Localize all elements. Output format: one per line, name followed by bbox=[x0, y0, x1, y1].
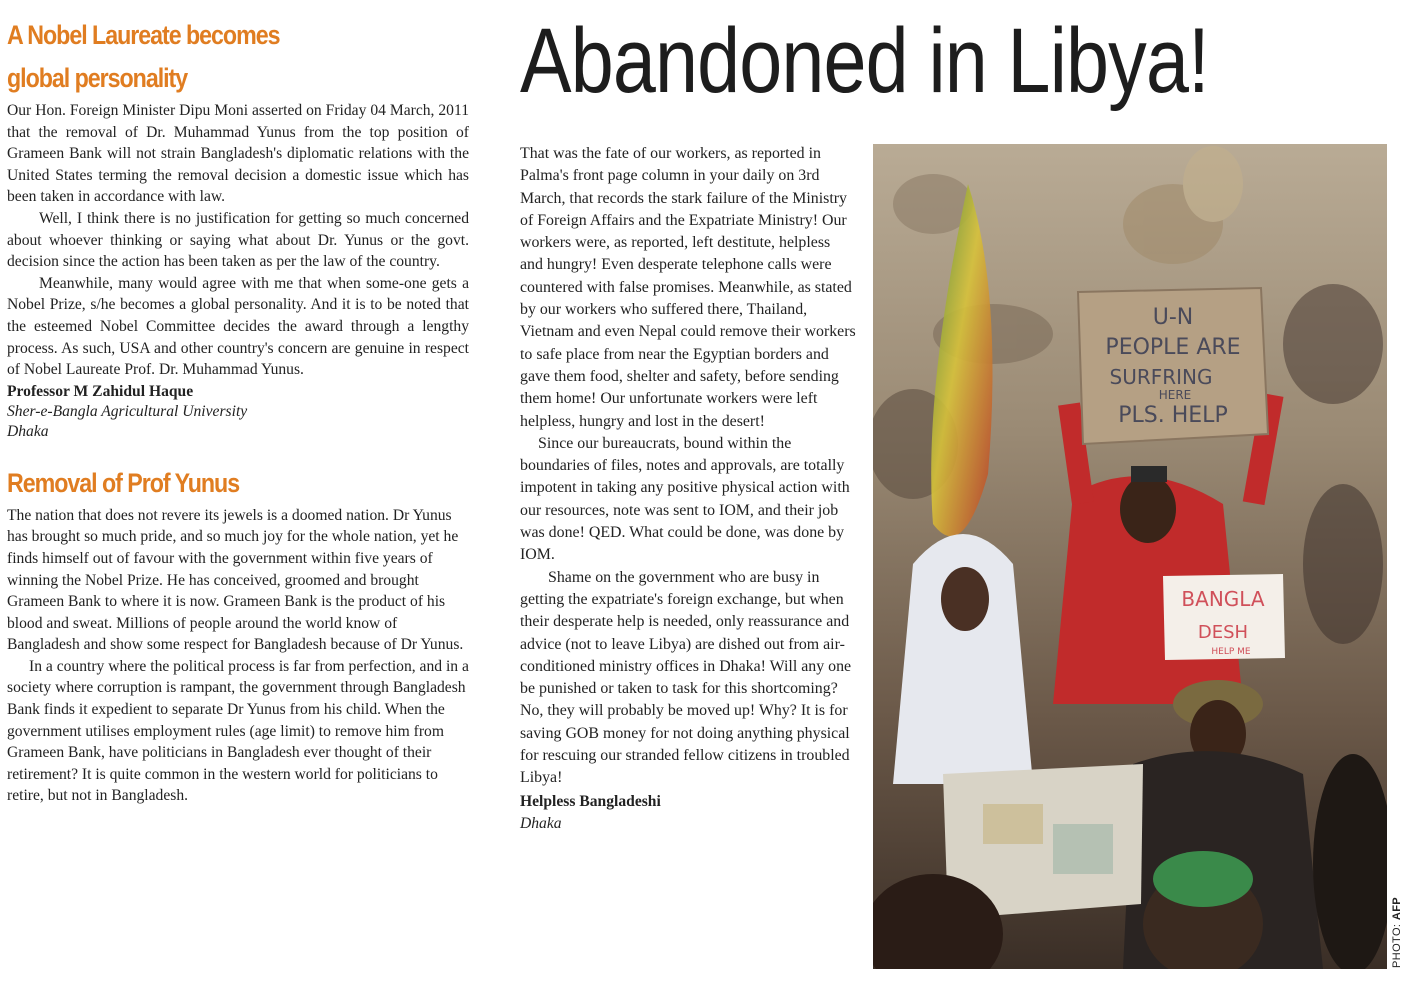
cardboard-sign bbox=[1078, 288, 1268, 444]
letter3-paragraph-3: Shame on the government who are busy in getting the expatriate's foreign exchange, but when their desperate help is needed, only reassurance and advice (not to leave Libya) are dished out from air-conditioned ministry offices in Dhaka! Will any one be punished or taken to task for this shortcoming? No, they will probably be moved up! Why? It is for saving GOB money for not doing anything physical for rescuing our stranded fellow citizens in troubled Libya! bbox=[520, 568, 852, 787]
sign2-line2: DESH bbox=[1197, 622, 1249, 643]
letter2-paragraph-1: The nation that does not revere its jewels is a doomed nation. Dr Yunus has brought so much pride, and so much joy for the whole nation, yet he finds himself out of favour with the government within five years of winning the Nobel Prize. He has conceived, groomed and brought Grameen Bank to where it is now. Grameen Bank is the product of his blood and sweat. Millions of people around the world know of Bangladesh and show some respect for Bangladesh because of Dr Yunus. bbox=[7, 506, 464, 654]
letter3-city: Dhaka bbox=[520, 814, 562, 832]
letter2-headline: Removal of Prof Yunus bbox=[7, 467, 240, 498]
letter1-paragraph-3: Meanwhile, many would agree with me that when some-one gets a Nobel Prize, s/he becomes a global personality. And it is to be noted that the esteemed Nobel Committee decides the award through a lengthy process. As such, USA and other country's concern are genuine in respect of Nobel Laureate Prof. Dr. Muhammad Yunus. bbox=[7, 274, 469, 379]
letter1-affiliation: Sher-e-Bangla Agricultural University bbox=[7, 402, 248, 420]
letter1-paragraph-1: Our Hon. Foreign Minister Dipu Moni asserted on Friday 04 March, 2011 that the removal of Dr. Muhammad Yunus from the top position of Grameen Bank will not strain Bangladesh's diplomatic relations with the United States terming the removal decision a domestic issue which has been taken in accordance with law. bbox=[7, 102, 469, 206]
sign2-line1: BANGLA bbox=[1181, 587, 1265, 611]
sign1-line1: U-N bbox=[1152, 305, 1194, 330]
photo-credit-source: AFP bbox=[1391, 896, 1403, 921]
middle-column bbox=[520, 143, 856, 835]
letter1-headline bbox=[7, 14, 404, 100]
letter3-paragraph-1: That was the fate of our workers, as reported in Palma's front page column in your daily on 3rd March, that records the stark failure of the Ministry of Foreign Affairs and the Expatriate Ministry! Our workers were, as reported, left destitute, helpless and hungry! Even desperate telephone calls were countered with false promises. Meanwhile, as stated by our workers who suffered there, Thailand, Vietnam and even Nepal could remove their workers to safe place from near the Egyptian borders and gave them food, shelter and safety, before sending them home! Our unfortunate workers were left helpless, hungry and lost in the desert! bbox=[520, 145, 856, 430]
letter3-headline: Abandoned in Libya! bbox=[520, 10, 1209, 112]
letter2-paragraph-2: In a country where the political process is far from perfection, and in a society where corruption is rampant, the government through Bangladesh Bank finds it expedient to separate Dr Yunus from his child. When the government utilises employment rules (age limit) to remove him from Grameen Bank, have politicians in Bangladesh ever thought of their retirement? It is quite common in the western world for politicians to retire, but not in Bangladesh. bbox=[7, 657, 469, 805]
sign2-line3: HELP ME bbox=[1211, 647, 1251, 657]
sign1-line2: PEOPLE ARE bbox=[1105, 335, 1241, 360]
protest-photo bbox=[873, 144, 1387, 969]
letter1-paragraph-2: Well, I think there is no justification for getting so much concerned about whoever thinking or saying what about Dr. Yunus or the govt. decision since the action has been taken as per the law of the country. bbox=[7, 209, 469, 271]
letter1-city: Dhaka bbox=[7, 422, 49, 440]
photo-credit-label: PHOTO: bbox=[1391, 923, 1403, 968]
sign1-line5: PLS. HELP bbox=[1118, 403, 1228, 428]
photo-credit bbox=[1391, 897, 1403, 968]
sign1-line4: HERE bbox=[1158, 388, 1192, 402]
letter3-paragraph-2: Since our bureaucrats, bound within the boundaries of files, notes and approvals, are totally impotent in taking any positive physical action with our resources, note was sent to IOM, and their job was done! QED. What could be done, was done by IOM. bbox=[520, 434, 850, 564]
letter1-headline-line1: A Nobel Laureate becomes bbox=[7, 20, 280, 50]
sign1-line3: SURFRING bbox=[1109, 365, 1213, 389]
letter1-headline-line2: global personality bbox=[7, 63, 188, 93]
person-white-scarf bbox=[893, 534, 1033, 784]
letter3-author: Helpless Bangladeshi bbox=[520, 792, 661, 810]
paper-sign bbox=[1163, 574, 1285, 660]
protest-photo-illustration bbox=[873, 144, 1387, 969]
left-column bbox=[7, 14, 469, 807]
letter1-author: Professor M Zahidul Haque bbox=[7, 382, 194, 400]
